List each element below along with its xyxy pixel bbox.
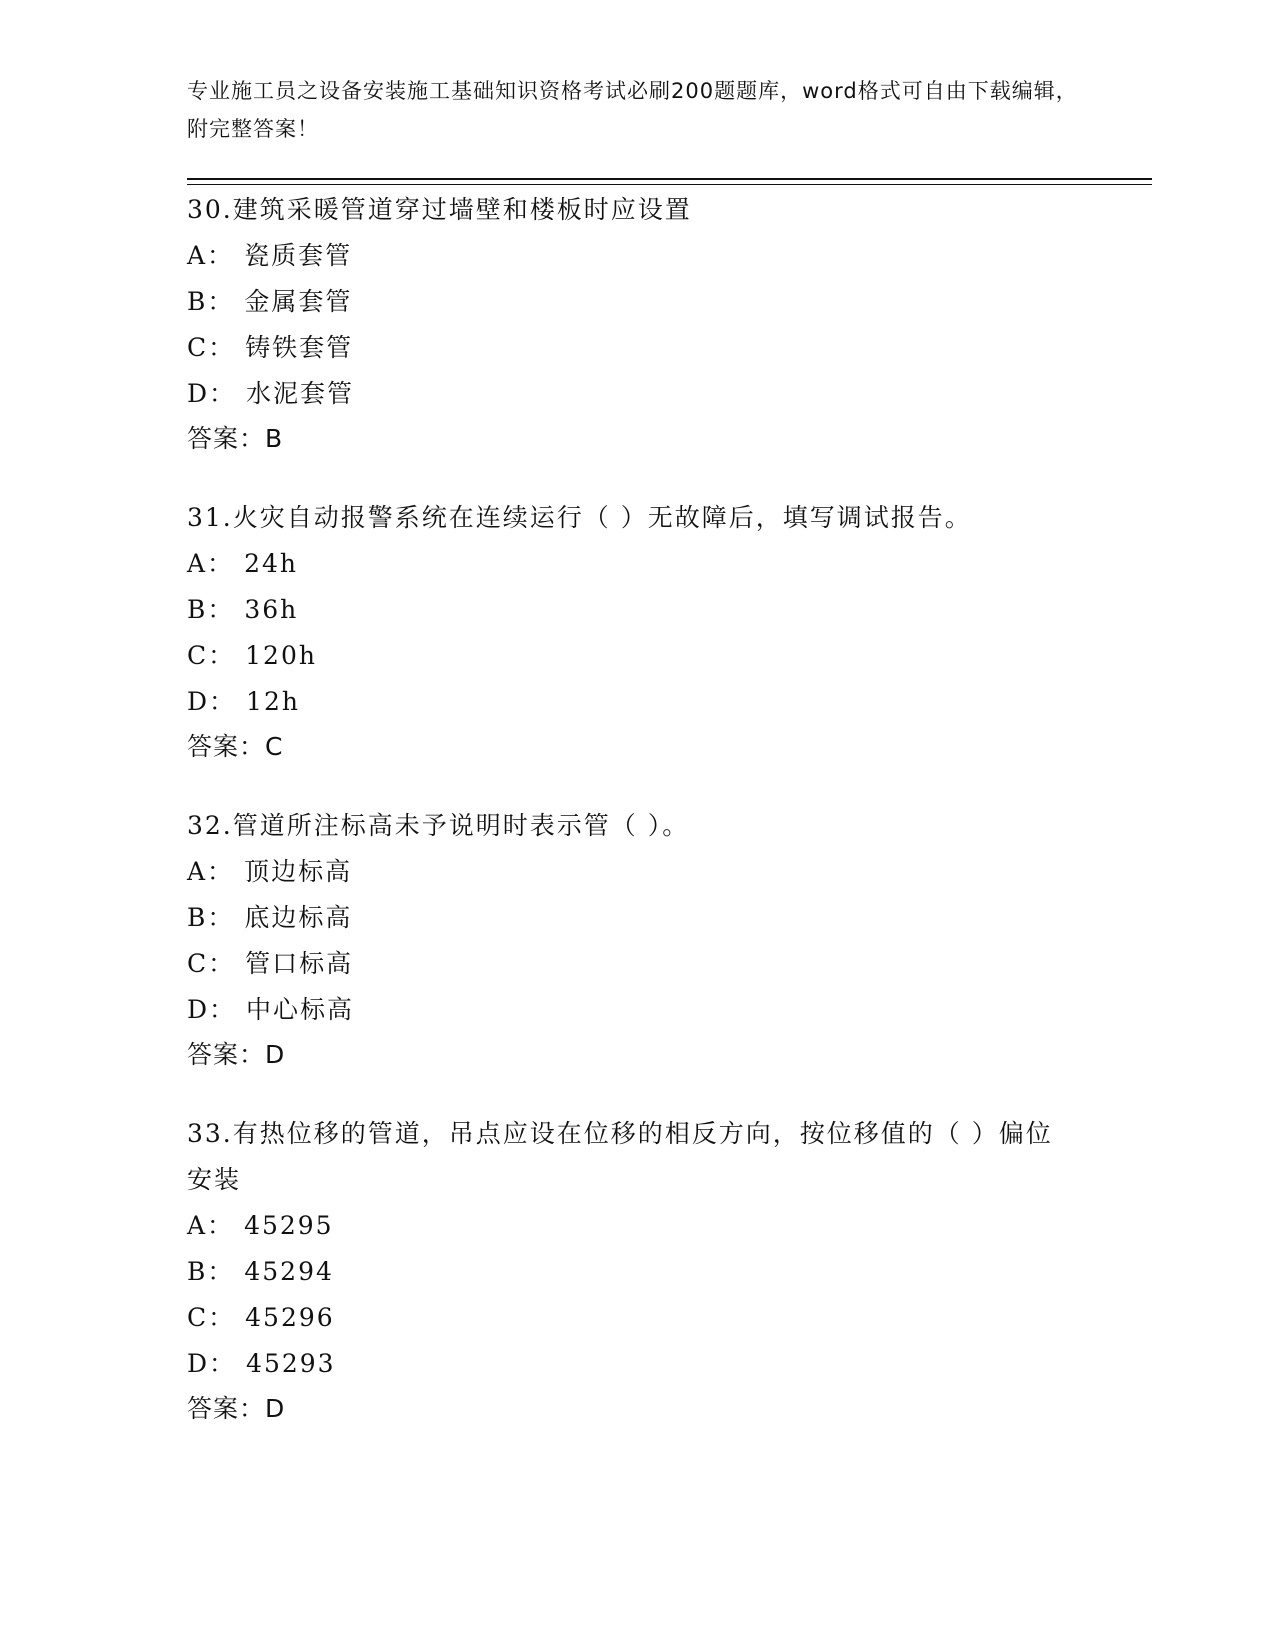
question-33 — [187, 1111, 1152, 1431]
option-label: D： — [187, 687, 237, 716]
option-value: 120h — [245, 641, 317, 670]
option-c — [187, 1295, 1152, 1341]
option-d — [187, 679, 1152, 725]
option-label: C： — [187, 1303, 236, 1332]
answer-line: 答案：B — [187, 424, 284, 453]
option-d — [187, 987, 1152, 1033]
answer-line: 答案：D — [187, 1040, 286, 1069]
option-value: 管口标高 — [245, 949, 354, 978]
option-value: 底边标高 — [244, 903, 353, 932]
option-label: D： — [187, 995, 237, 1024]
question-stem: 31.火灾自动报警系统在连续运行（ ）无故障后，填写调试报告。 — [187, 503, 972, 532]
option-c — [187, 941, 1152, 987]
option-label: B： — [187, 595, 235, 624]
option-d — [187, 371, 1152, 417]
option-value: 水泥套管 — [246, 379, 355, 408]
option-value: 45296 — [245, 1303, 335, 1332]
option-b — [187, 279, 1152, 325]
question-31 — [187, 495, 1152, 769]
header-divider — [187, 178, 1152, 185]
option-b — [187, 587, 1152, 633]
option-value: 24h — [244, 549, 298, 578]
question-stem: 32.管道所注标高未予说明时表示管（ ）。 — [187, 811, 690, 840]
option-label: D： — [187, 379, 237, 408]
option-label: A： — [187, 1211, 235, 1240]
option-value: 45295 — [244, 1211, 334, 1240]
option-c — [187, 325, 1152, 371]
option-b — [187, 895, 1152, 941]
option-a — [187, 1203, 1152, 1249]
question-stem: 30.建筑采暖管道穿过墙壁和楼板时应设置 — [187, 195, 692, 224]
option-value: 45293 — [246, 1349, 336, 1378]
option-a — [187, 541, 1152, 587]
option-value: 顶边标高 — [244, 857, 353, 886]
option-label: A： — [187, 549, 235, 578]
option-value: 12h — [246, 687, 300, 716]
option-value: 45294 — [244, 1257, 334, 1286]
option-value: 瓷质套管 — [244, 241, 353, 270]
option-label: C： — [187, 641, 236, 670]
option-label: C： — [187, 333, 236, 362]
option-label: C： — [187, 949, 236, 978]
option-c — [187, 633, 1152, 679]
option-d — [187, 1341, 1152, 1387]
option-label: D： — [187, 1349, 237, 1378]
document-header: 专业施工员之设备安装施工基础知识资格考试必刷200题题库，word格式可自由下载编辑，附完整答案！ — [187, 79, 1078, 141]
question-list — [187, 187, 1152, 1465]
option-label: B： — [187, 903, 235, 932]
option-label: B： — [187, 287, 235, 316]
option-value: 36h — [244, 595, 299, 624]
answer-line: 答案：D — [187, 1394, 286, 1423]
answer-line: 答案：C — [187, 732, 284, 761]
option-value: 金属套管 — [244, 287, 353, 316]
option-label: A： — [187, 857, 235, 886]
option-a — [187, 849, 1152, 895]
question-stem: 33.有热位移的管道，吊点应设在位移的相反方向，按位移值的（ ）偏位安装 — [187, 1119, 1053, 1194]
option-value: 中心标高 — [246, 995, 355, 1024]
option-value: 铸铁套管 — [245, 333, 354, 362]
option-a — [187, 233, 1152, 279]
option-label: A： — [187, 241, 235, 270]
option-b — [187, 1249, 1152, 1295]
question-30 — [187, 187, 1152, 461]
question-32 — [187, 803, 1152, 1077]
option-label: B： — [187, 1257, 235, 1286]
